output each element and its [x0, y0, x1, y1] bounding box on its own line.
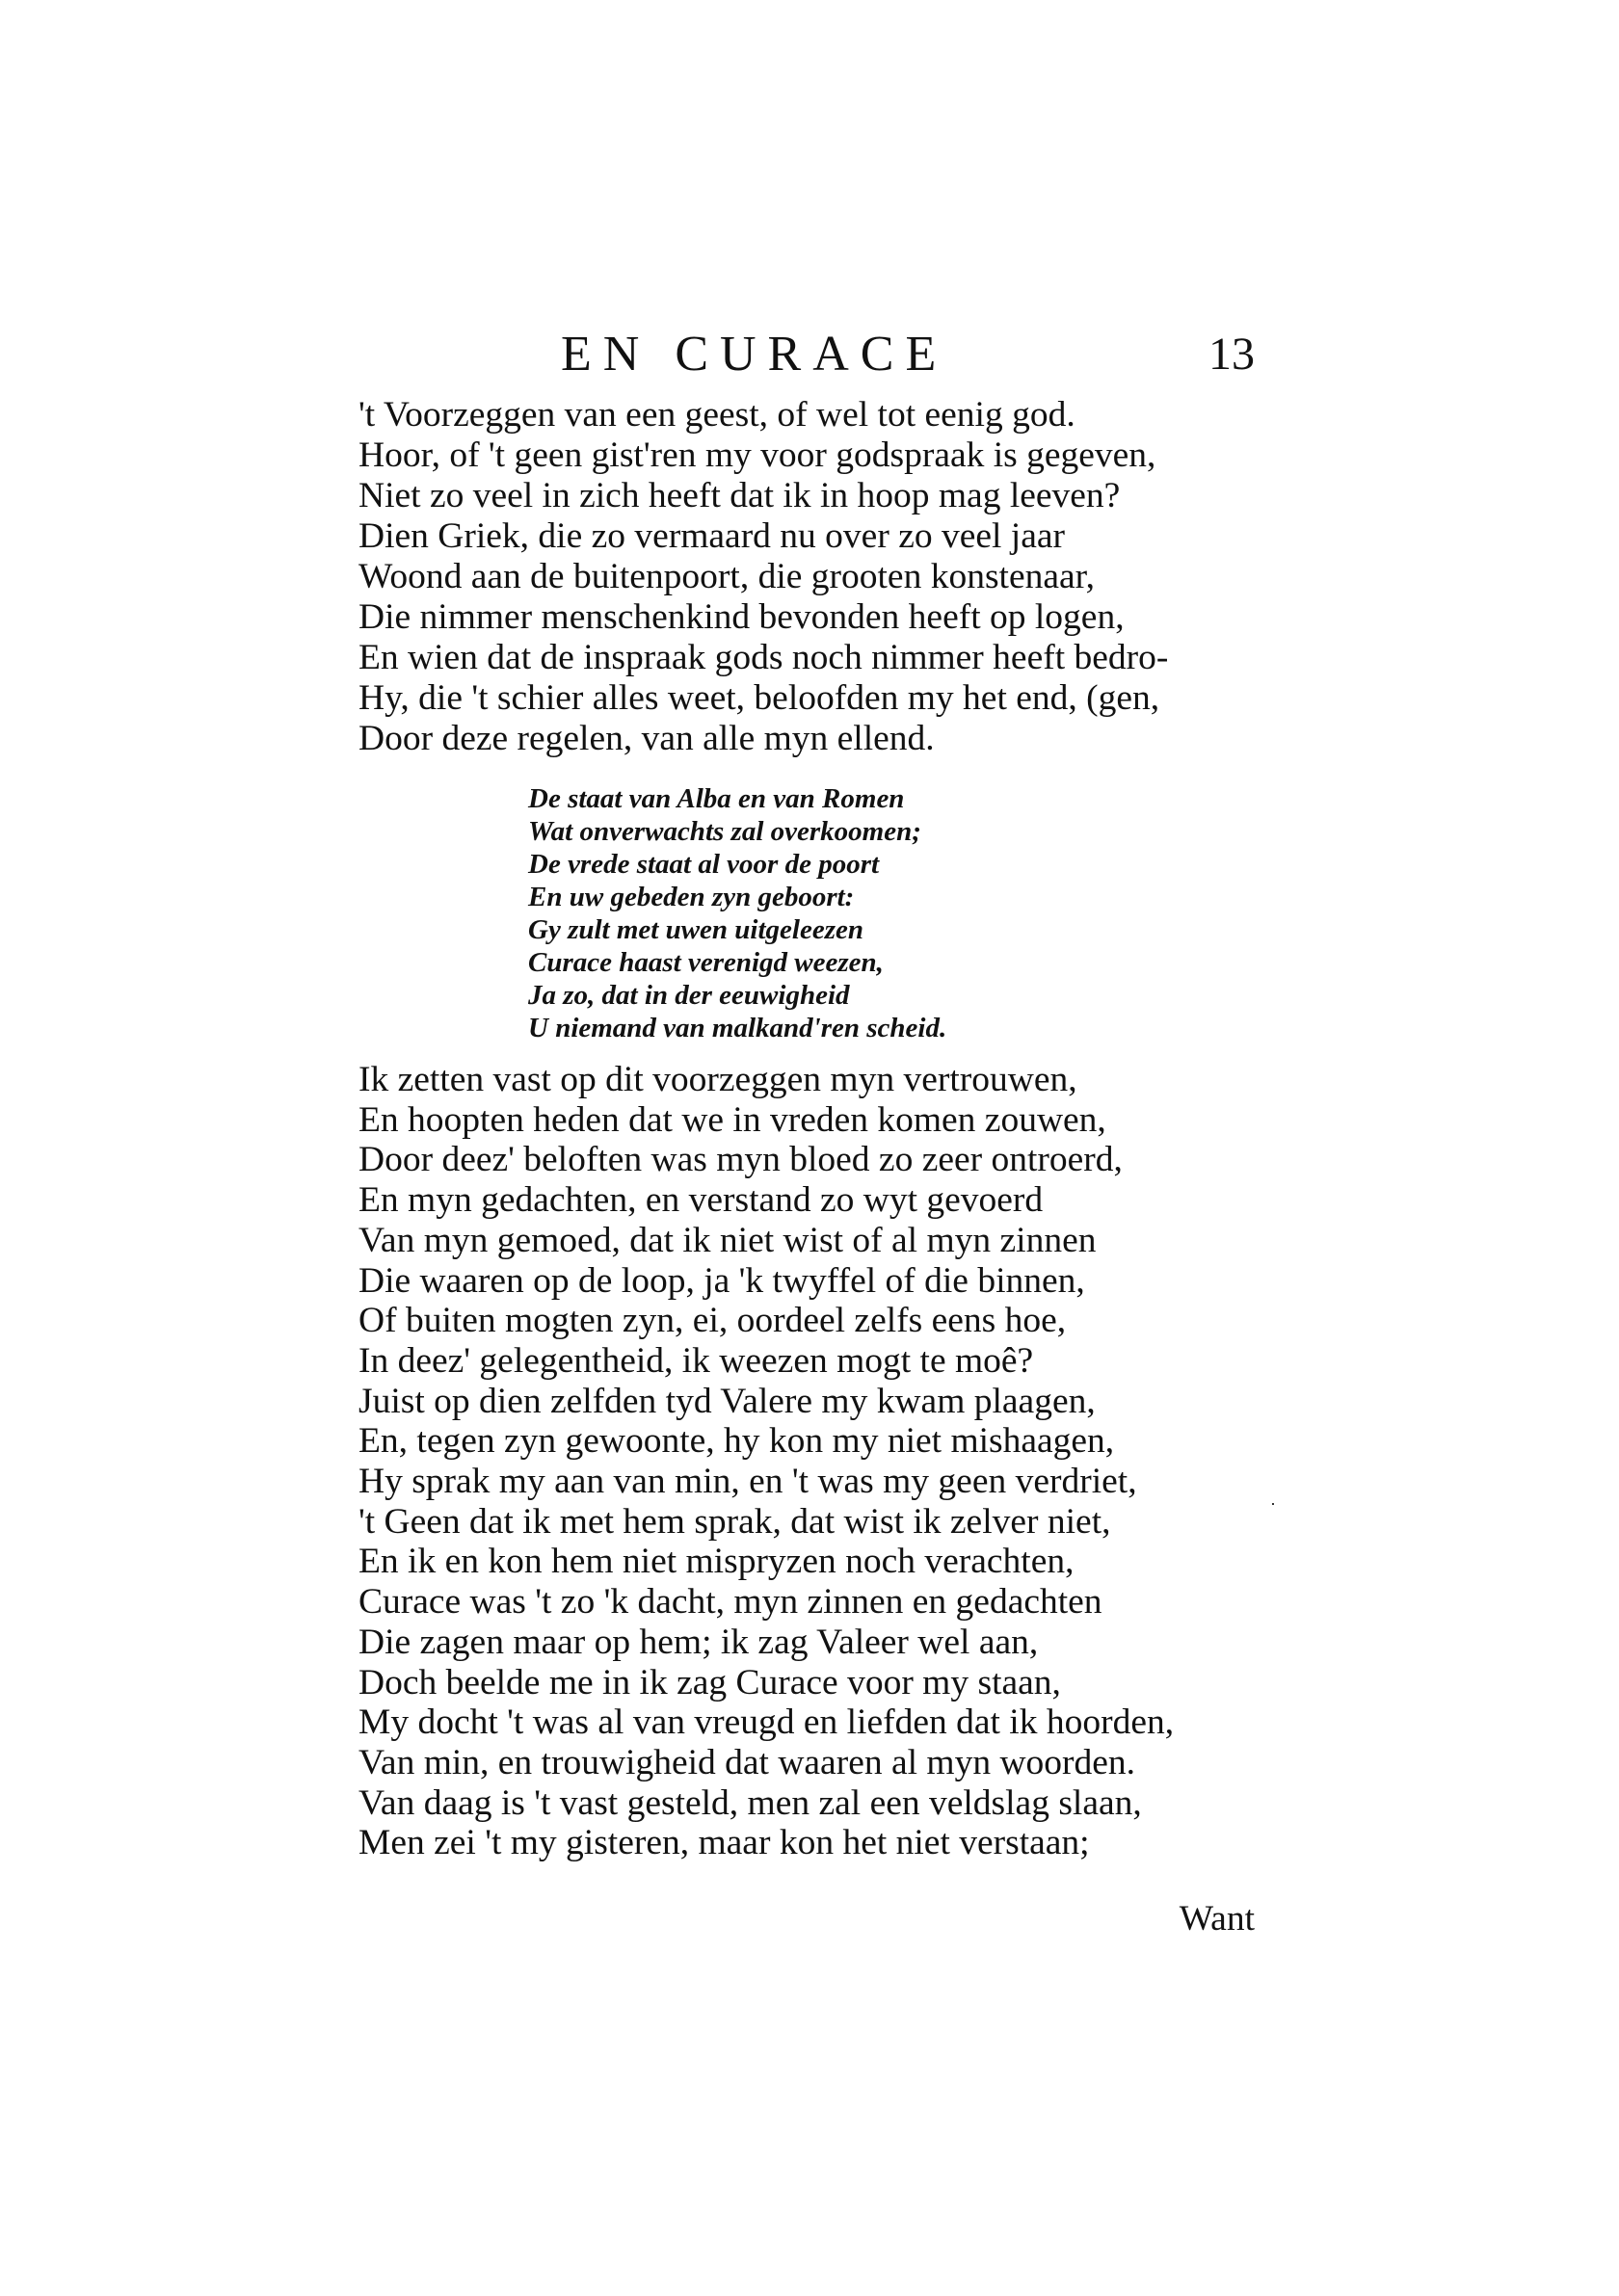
catchword: Want — [1179, 1899, 1255, 1939]
verse-line: U niemand van malkand'ren scheid. — [528, 1013, 947, 1043]
text-line: Juist op dien zelfden tyd Valere my kwam plaagen, — [358, 1381, 1096, 1421]
verse-line: Ja zo, dat in der eeuwigheid — [528, 980, 850, 1011]
text-line: Of buiten mogten zyn, ei, oordeel zelfs eens hoe, — [358, 1301, 1067, 1341]
text-line: En, tegen zyn gewoonte, hy kon my niet mishaagen, — [358, 1421, 1115, 1462]
text-line: Niet zo veel in zich heeft dat ik in hoop mag leeven? — [358, 476, 1121, 515]
verse-line: De staat van Alba en van Romen — [528, 783, 905, 814]
verse-line: En uw gebeden zyn geboort: — [528, 882, 855, 912]
text-line: Hy, die 't schier alles weet, beloofden my het end, (gen, — [358, 678, 1160, 718]
oracle-verse — [528, 782, 1068, 1044]
text-line: Die zagen maar op hem; ik zag Valeer wel aan, — [358, 1622, 1039, 1662]
text-line: Curace was 't zo 'k dacht, myn zinnen en gedachten — [358, 1582, 1102, 1623]
text-line: Van daag is 't vast gesteld, men zal een veldslag slaan, — [358, 1782, 1142, 1823]
page-header — [358, 326, 1255, 393]
text-line: Ik zetten vast op dit voorzeggen myn vertrouwen, — [358, 1060, 1077, 1099]
text-line: 't Voorzeggen van een geest, of wel tot eenig god. — [358, 395, 1075, 435]
verse-line: Curace haast verenigd weezen, — [528, 947, 884, 978]
page-number: 13 — [1208, 329, 1255, 380]
stanza-1 — [358, 395, 1255, 759]
text-line: Woond aan de buitenpoort, die grooten konstenaar, — [358, 557, 1096, 596]
text-line: En wien dat de inspraak gods noch nimmer heeft bedro- — [358, 638, 1169, 677]
verse-line: Wat onverwachts zal overkoomen; — [528, 816, 921, 847]
running-title: EN CURACE — [561, 327, 948, 382]
ink-speck — [1272, 1503, 1274, 1505]
text-line: Doch beelde me in ik zag Curace voor my staan, — [358, 1662, 1061, 1702]
text-line: En hoopten heden dat we in vreden komen zouwen, — [358, 1099, 1106, 1140]
verse-line: Gy zult met uwen uitgeleezen — [528, 914, 863, 945]
stanza-2 — [358, 1060, 1255, 1863]
text-line: Die nimmer menschenkind bevonden heeft op logen, — [358, 597, 1125, 637]
verse-line: De vrede staat al voor de poort — [528, 849, 880, 880]
text-line: In deez' gelegentheid, ik weezen mogt te moê? — [358, 1340, 1034, 1381]
text-line: En ik en kon hem niet mispryzen noch verachten, — [358, 1542, 1075, 1582]
text-line: My docht 't was al van vreugd en liefden dat ik hoorden, — [358, 1702, 1175, 1743]
text-line: Door deze regelen, van alle myn ellend. — [358, 719, 935, 758]
text-line: Hoor, of 't geen gist'ren my voor godspraak is gegeven, — [358, 435, 1156, 475]
text-line: Van min, en trouwigheid dat waaren al myn woorden. — [358, 1742, 1136, 1782]
text-line: Hy sprak my aan van min, en 't was my geen verdriet, — [358, 1462, 1137, 1502]
text-line: Men zei 't my gisteren, maar kon het niet verstaan; — [358, 1823, 1090, 1863]
text-line: En myn gedachten, en verstand zo wyt gevoerd — [358, 1180, 1044, 1221]
text-line: 't Geen dat ik met hem sprak, dat wist ik zelver niet, — [358, 1501, 1111, 1542]
text-line: Van myn gemoed, dat ik niet wist of al myn zinnen — [358, 1220, 1097, 1260]
text-line: Dien Griek, die zo vermaard nu over zo veel jaar — [358, 516, 1065, 556]
text-line: Door deez' beloften was myn bloed zo zeer ontroerd, — [358, 1140, 1123, 1180]
text-line: Die waaren op de loop, ja 'k twyffel of die binnen, — [358, 1260, 1085, 1301]
